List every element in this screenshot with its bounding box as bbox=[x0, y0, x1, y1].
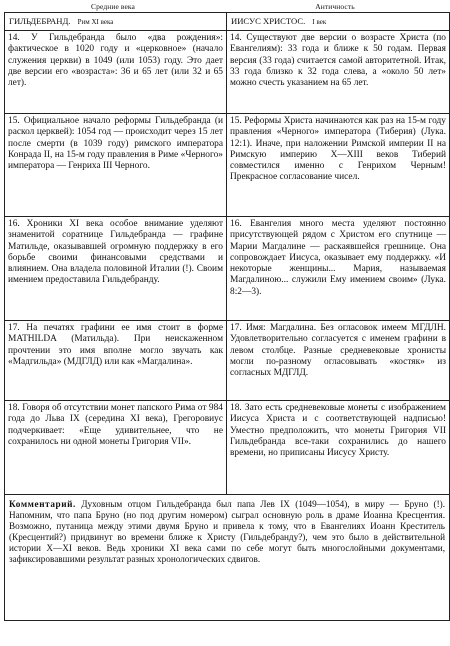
row-17-right: 17. Имя: Магдалина. Без огласовок имеем МГДЛН. Удовлетворительно согласуется с именем графини в левом столбце. Разные средневековые хронисты могли по-разному огласовывать «костяк» из согласных МДГЛД. bbox=[227, 321, 450, 401]
header-cell-left bbox=[5, 13, 227, 31]
table-row bbox=[5, 217, 450, 321]
comment-cell bbox=[5, 495, 450, 621]
comparison-table bbox=[4, 12, 450, 621]
header-left-name: ГИЛЬДЕБРАНД. bbox=[9, 16, 71, 26]
table-row bbox=[5, 31, 450, 114]
row-16-left: 16. Хроники XI века особое внимание уделяют знаменитой соратнице Гильдебранда — графине Матильде, оказывавшей огромную поддержку в его борьбе своими финансовыми средствами и влиянием. Она владела половиной Италии (!). Своим имением предоставила Гильдебранду. bbox=[5, 217, 227, 321]
column-header-left: Средние века bbox=[91, 2, 135, 11]
header-left-sub: Рим XI века bbox=[77, 18, 114, 26]
row-18-right: 18. Зато есть средневековые монеты с изображением Иисуса Христа и с соответствующей надписью! Уместно предположить, что монеты Григория VII Гильдебранда все-таки сохранились до нашего времени, но приписаны Иисусу Христу. bbox=[227, 401, 450, 495]
row-17-left: 17. На печатях графини ее имя стоит в форме MATHILDA (Матильда). При неискаженном прочтении это имя вполне могло звучать как «Мадгильда» (МДГЛД) или как «Магдалина». bbox=[5, 321, 227, 401]
table-row bbox=[5, 401, 450, 495]
row-15-left: 15. Официальное начало реформы Гильдебранда (и раскол церквей): 1054 год — происходит через 15 лет после смерти (в 1039 году) римского императора Конрада II, на 15-м году правления в Риме «Черного» императора — Генриха III Черного. bbox=[5, 114, 227, 217]
table-row bbox=[5, 114, 450, 217]
comment-text: Духовным отцом Гильдебранда был папа Лев IX (1049—1054), в миру — Бруно (!). Напомним, что папа Бруно (но под другим номером) сыграл основную роль в драме Иоанна Кресцентия. Возможно, путаница между этими двумя Бруно и привела к тому, что в Евангелиях Иоанн Креститель (Кресцентий?) придвинут во времени ближе к Христу (Гильдебранду?), чем это было в действительной истории X—XI веков. Ведь хроники XI века сами по себе могут быть многослойными документами, зафиксировавшими результат разных хронологических сдвигов. bbox=[9, 499, 445, 565]
header-right-name: ИИСУС ХРИСТОС. bbox=[231, 16, 306, 26]
header-cell-right bbox=[227, 13, 450, 31]
comment-heading: Комментарий. bbox=[9, 499, 76, 509]
comment-row bbox=[5, 495, 450, 621]
row-15-right: 15. Реформы Христа начинаются как раз на 15-м году правления «Черного» императора (Тиберия) (Лука. 12:1). Иначе, при наложении Римской империи II на Римскую империю X—XIII веков Тиберий совместился именно с Генрихом Черным! Прекрасное согласование чисел. bbox=[227, 114, 450, 217]
header-row bbox=[5, 13, 450, 31]
table-row bbox=[5, 321, 450, 401]
row-16-right: 16. Евангелия много места уделяют постоянно присутствующей рядом с Христом его спутнице — Марии Магдалине — раскаявшейся грешнице. Она сопровождает Иисуса, оказывает ему поддержку. «И некоторые женщины... Мария, называемая Магдалиною... служили Ему имением своим» (Лука. 8:2—3). bbox=[227, 217, 450, 321]
row-18-left: 18. Говоря об отсутствии монет папского Рима от 984 года до Льва IX (середина XI века), Грегоровиус подчеркивает: «Еще удивительнее, что не сохранилось ни одной монеты Григория VII». bbox=[5, 401, 227, 495]
row-14-right: 14. Существуют две версии о возрасте Христа (по Евангелиям): 33 года и ближе к 50 годам. Первая версия (33 года) считается самой авторитетной. Итак, 33 года близко к 32 года слева, а «около 50 лет» можно счесть указанием на 65 лет. bbox=[227, 31, 450, 114]
row-14-left: 14. У Гильдебранда было «два рождения»: фактическое в 1020 году и «церковное» (начало служения церкви) в 1049 (или 1053) году. Это дает две версии его «возраста»: 36 и 65 лет (или 32 и 65 лет). bbox=[5, 31, 227, 114]
column-header-right: Античность bbox=[315, 2, 355, 11]
header-right-sub: I век bbox=[312, 18, 327, 26]
